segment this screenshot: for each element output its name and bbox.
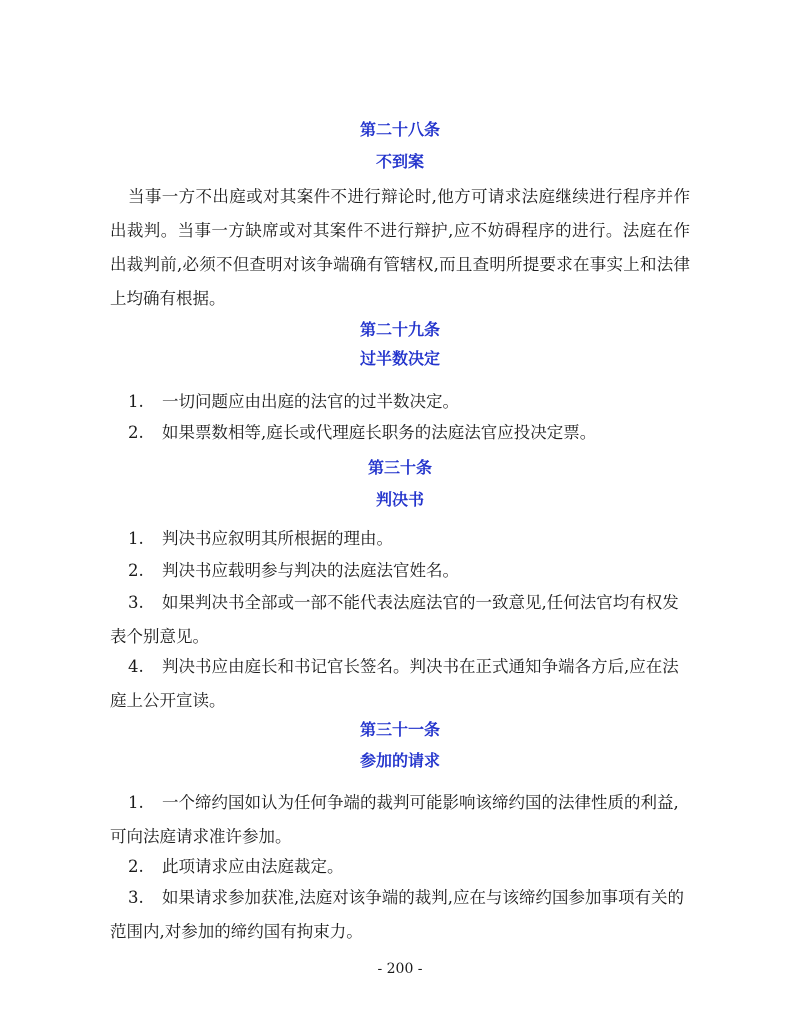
article-31-title: 参加的请求: [359, 751, 440, 770]
item-number: 1.: [128, 392, 144, 411]
article-31-item-3: [110, 881, 690, 949]
item-number: 4.: [128, 657, 144, 676]
item-text: 如果票数相等,庭长或代理庭长职务的法庭法官应投决定票。: [162, 423, 597, 442]
item-text: 如果请求参加获准,法庭对该争端的裁判,应在与该缔约国参加事项有关的范围内,对参加的缔约国有拘束力。: [110, 888, 684, 941]
item-number: 2.: [128, 561, 144, 580]
item-text: 判决书应叙明其所根据的理由。: [162, 529, 393, 548]
article-31-number: 第三十一条: [359, 720, 440, 739]
item-text: 判决书应由庭长和书记官长签名。判决书在正式通知争端各方后,应在法庭上公开宣读。: [110, 657, 679, 710]
article-29-item-2: [110, 416, 690, 450]
item-text: 判决书应载明参与判决的法庭法官姓名。: [162, 561, 459, 580]
item-text: 一切问题应由出庭的法官的过半数决定。: [162, 392, 459, 411]
article-31-item-1: [110, 786, 690, 854]
page-number: - 200 -: [377, 961, 423, 977]
item-number: 1.: [128, 793, 144, 812]
article-30-title: 判决书: [375, 490, 424, 509]
article-30-item-4: [110, 650, 690, 718]
item-number: 3.: [128, 888, 144, 907]
article-29-title: 过半数决定: [359, 349, 440, 368]
item-number: 1.: [128, 529, 144, 548]
article-30-item-2: [110, 554, 690, 588]
item-number: 3.: [128, 593, 144, 612]
article-31-item-2: [110, 850, 690, 884]
item-number: 2.: [128, 423, 144, 442]
article-30-number: 第三十条: [367, 458, 432, 477]
item-number: 2.: [128, 857, 144, 876]
article-30-item-3: [110, 586, 690, 654]
article-28-title: 不到案: [375, 152, 424, 171]
article-30-item-1: [110, 522, 690, 556]
item-text: 一个缔约国如认为任何争端的裁判可能影响该缔约国的法律性质的利益,可向法庭请求准许参加。: [110, 793, 679, 846]
article-28-number: 第二十八条: [359, 120, 440, 139]
item-text: 如果判决书全部或一部不能代表法庭法官的一致意见,任何法官均有权发表个别意见。: [110, 593, 679, 646]
article-29-number: 第二十九条: [359, 320, 440, 339]
item-text: 此项请求应由法庭裁定。: [162, 857, 344, 876]
article-29-item-1: [110, 385, 690, 419]
article-28-paragraph: 当事一方不出庭或对其案件不进行辩论时,他方可请求法庭继续进行程序并作出裁判。当事一方缺席或对其案件不进行辩护,应不妨碍程序的进行。法庭在作出裁判前,必须不但查明对该争端确有管辖权,而且查明所提要求在事实上和法律上均确有根据。: [110, 187, 690, 308]
